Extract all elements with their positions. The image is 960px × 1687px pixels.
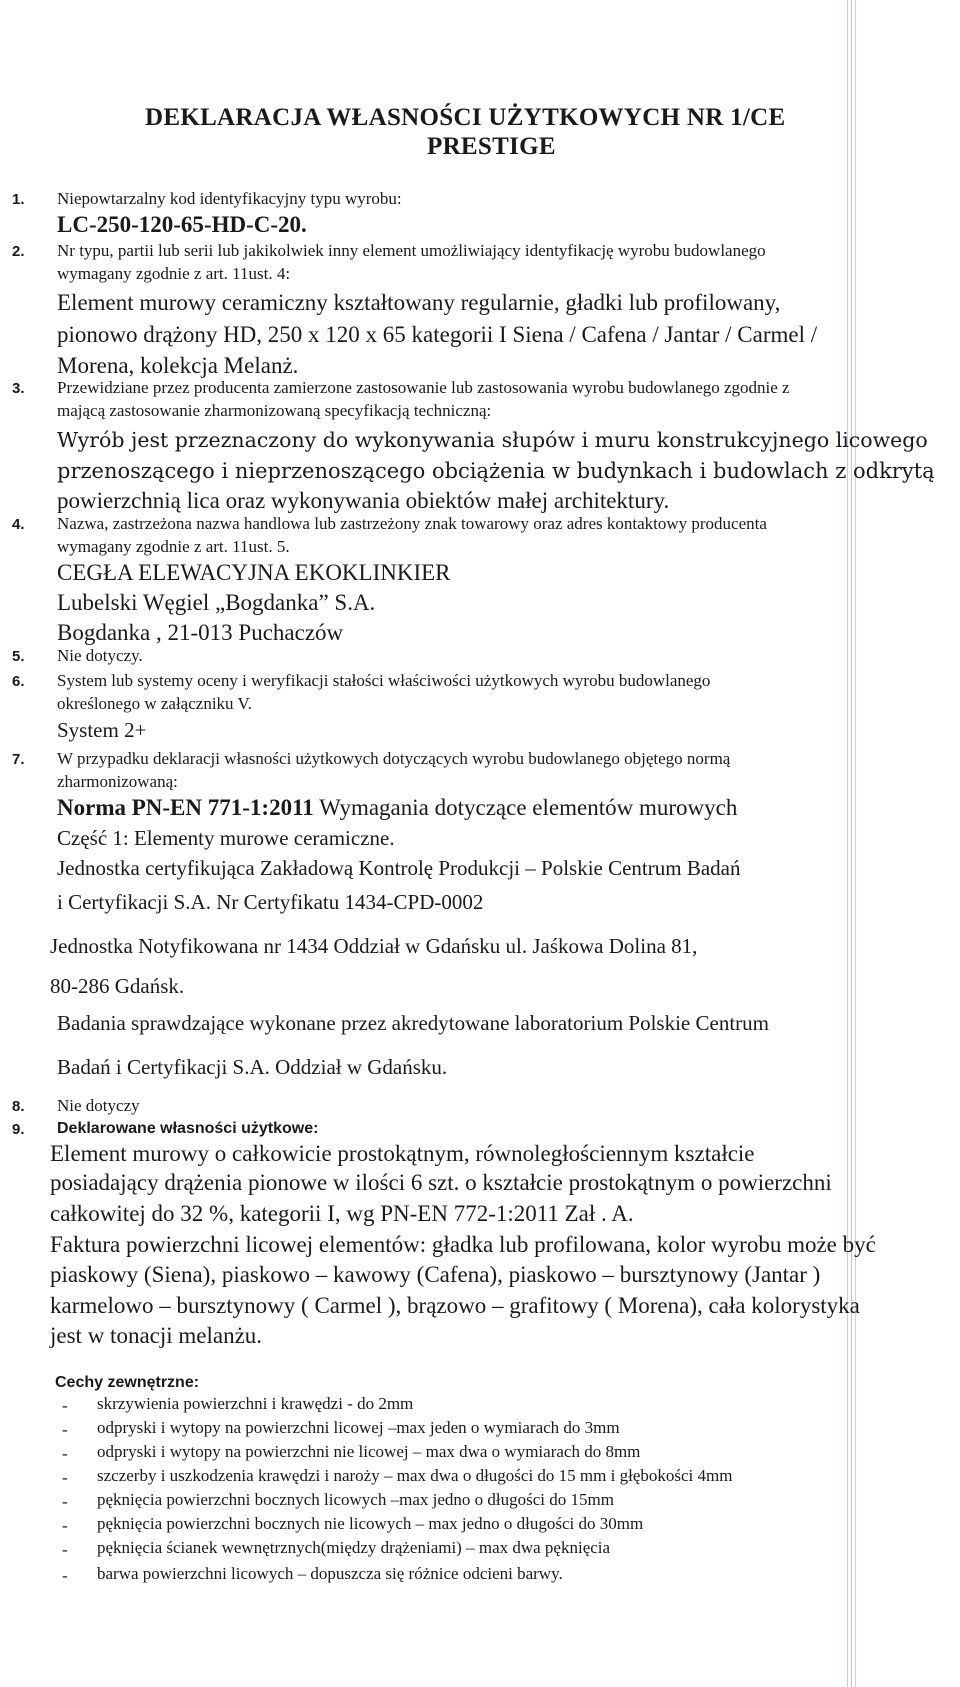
item-value: Morena, kolekcja Melanż. bbox=[57, 353, 299, 378]
item-number: 8. bbox=[12, 1098, 25, 1115]
list-bullet: - bbox=[62, 1444, 68, 1463]
item-value: Badania sprawdzające wykonane przez akredytowane laboratorium Polskie Centrum bbox=[57, 1011, 769, 1035]
item-value: Badań i Certyfikacji S.A. Oddział w Gdańsku. bbox=[57, 1055, 448, 1079]
manufacturer-address: Bogdanka , 21-013 Puchaczów bbox=[57, 620, 344, 645]
norm-description: Wymagania dotyczące elementów murowych bbox=[313, 795, 738, 820]
item-number: 1. bbox=[12, 191, 25, 208]
scan-line bbox=[851, 0, 852, 1687]
item-value: Element murowy o całkowicie prostokątnym, równoległościennym kształcie bbox=[50, 1141, 755, 1166]
item-number: 6. bbox=[12, 673, 25, 690]
item-value: Wyrób jest przeznaczony do wykonywania słupów i muru konstrukcyjnego licowego bbox=[57, 428, 928, 452]
item-label: zharmonizowaną: bbox=[57, 772, 178, 791]
document-subtitle: PRESTIGE bbox=[427, 133, 556, 160]
section-heading: Deklarowane własności użytkowe: bbox=[57, 1120, 319, 1137]
item-value: i Certyfikacji S.A. Nr Certyfikatu 1434-CPD-0002 bbox=[57, 890, 484, 914]
list-item: pęknięcia ścianek wewnętrznych(między drążeniami) – max dwa pęknięcia bbox=[97, 1538, 611, 1557]
list-bullet: - bbox=[62, 1468, 68, 1487]
item-value: piaskowy (Siena), piaskowo – kawowy (Cafena), piaskowo – bursztynowy (Jantar ) bbox=[50, 1262, 821, 1287]
item-value: przenoszącego i nieprzenoszącego obciążenia w budynkach i budowlach z odkrytą bbox=[57, 459, 935, 483]
item-number: 2. bbox=[12, 243, 25, 260]
item-value: pionowo drążony HD, 250 x 120 x 65 kategorii I Siena / Cafena / Jantar / Carmel / bbox=[57, 322, 818, 347]
item-value: Element murowy ceramiczny kształtowany regularnie, gładki lub profilowany, bbox=[57, 290, 781, 315]
item-value: powierzchnią lica oraz wykonywania obiektów małej architektury. bbox=[57, 488, 670, 513]
item-number: 5. bbox=[12, 648, 25, 665]
manufacturer-company: Lubelski Węgiel „Bogdanka” S.A. bbox=[57, 590, 376, 615]
item-label: System lub systemy oceny i weryfikacji stałości właściwości użytkowych wyrobu budowlanego bbox=[57, 671, 711, 690]
item-value: Nie dotyczy bbox=[57, 1096, 140, 1115]
item-value: jest w tonacji melanżu. bbox=[50, 1323, 263, 1348]
list-bullet: - bbox=[62, 1540, 68, 1559]
list-item: pęknięcia powierzchni bocznych nie licowych – max jedno o długości do 30mm bbox=[97, 1514, 644, 1533]
item-value: Faktura powierzchni licowej elementów: gładka lub profilowana, kolor wyrobu może być bbox=[50, 1232, 876, 1257]
item-value: Nie dotyczy. bbox=[57, 646, 143, 665]
item-label: wymagany zgodnie z art. 11ust. 4: bbox=[57, 264, 291, 283]
item-label: mającą zastosowanie zharmonizowaną specyfikacją techniczną: bbox=[57, 401, 492, 420]
item-value: Jednostka Notyfikowana nr 1434 Oddział w Gdańsku ul. Jaśkowa Dolina 81, bbox=[50, 934, 698, 958]
scan-line bbox=[855, 0, 856, 1687]
item-number: 3. bbox=[12, 380, 25, 397]
list-item: pęknięcia powierzchni bocznych licowych –max jedno o długości do 15mm bbox=[97, 1490, 614, 1509]
product-code: LC-250-120-65-HD-C-20. bbox=[57, 212, 307, 237]
list-bullet: - bbox=[62, 1516, 68, 1535]
item-label: Niepowtarzalny kod identyfikacyjny typu wyrobu: bbox=[57, 189, 402, 208]
external-features-heading: Cechy zewnętrzne: bbox=[55, 1374, 200, 1391]
item-number: 4. bbox=[12, 516, 25, 533]
item-number: 9. bbox=[12, 1121, 25, 1138]
item-label: określonego w załączniku V. bbox=[57, 694, 252, 713]
list-bullet: - bbox=[62, 1420, 68, 1439]
item-label: Przewidziane przez producenta zamierzone zastosowanie lub zastosowania wyrobu budowlanego zgodnie z bbox=[57, 378, 790, 397]
list-item: odpryski i wytopy na powierzchni licowej –max jeden o wymiarach do 3mm bbox=[97, 1418, 620, 1437]
item-value: karmelowo – bursztynowy ( Carmel ), brązowo – grafitowy ( Morena), cała kolorystyka bbox=[50, 1293, 860, 1318]
item-value: 80-286 Gdańsk. bbox=[50, 974, 185, 998]
list-item: barwa powierzchni licowych – dopuszcza się różnice odcieni barwy. bbox=[97, 1564, 563, 1583]
list-bullet: - bbox=[62, 1492, 68, 1511]
item-label: wymagany zgodnie z art. 11ust. 5. bbox=[57, 537, 290, 556]
item-value: posiadający drążenia pionowe w ilości 6 szt. o kształcie prostokątnym o powierzchni bbox=[50, 1170, 832, 1195]
item-value: Część 1: Elementy murowe ceramiczne. bbox=[57, 826, 395, 850]
item-value: całkowitej do 32 %, kategorii I, wg PN-EN 772-1:2011 Zał . A. bbox=[50, 1201, 634, 1226]
manufacturer-name: CEGŁA ELEWACYJNA EKOKLINKIER bbox=[57, 560, 451, 585]
item-number: 7. bbox=[12, 751, 25, 768]
item-label: Nazwa, zastrzeżona nazwa handlowa lub zastrzeżony znak towarowy oraz adres kontaktowy producenta bbox=[57, 514, 767, 533]
list-bullet: - bbox=[62, 1396, 68, 1415]
list-item: szczerby i uszkodzenia krawędzi i naroży – max dwa o długości do 15 mm i głębokości 4mm bbox=[97, 1466, 733, 1485]
document-title: DEKLARACJA WŁASNOŚCI UŻYTKOWYCH NR 1/CE bbox=[145, 104, 786, 131]
norm-line bbox=[57, 795, 737, 821]
norm-code: Norma PN-EN 771-1:2011 bbox=[57, 795, 314, 820]
item-value: Jednostka certyfikująca Zakładową Kontrolę Produkcji – Polskie Centrum Badań bbox=[57, 856, 741, 880]
list-item: skrzywienia powierzchni i krawędzi - do 2mm bbox=[97, 1394, 414, 1413]
item-label: Nr typu, partii lub serii lub jakikolwiek inny element umożliwiający identyfikację wyrobu budowlanego bbox=[57, 241, 766, 260]
item-value: System 2+ bbox=[57, 718, 147, 742]
list-item: odpryski i wytopy na powierzchni nie licowej – max dwa o wymiarach do 8mm bbox=[97, 1442, 641, 1461]
scan-line bbox=[847, 0, 848, 1687]
list-bullet: - bbox=[62, 1566, 68, 1585]
item-label: W przypadku deklaracji własności użytkowych dotyczących wyrobu budowlanego objętego normą bbox=[57, 749, 731, 768]
